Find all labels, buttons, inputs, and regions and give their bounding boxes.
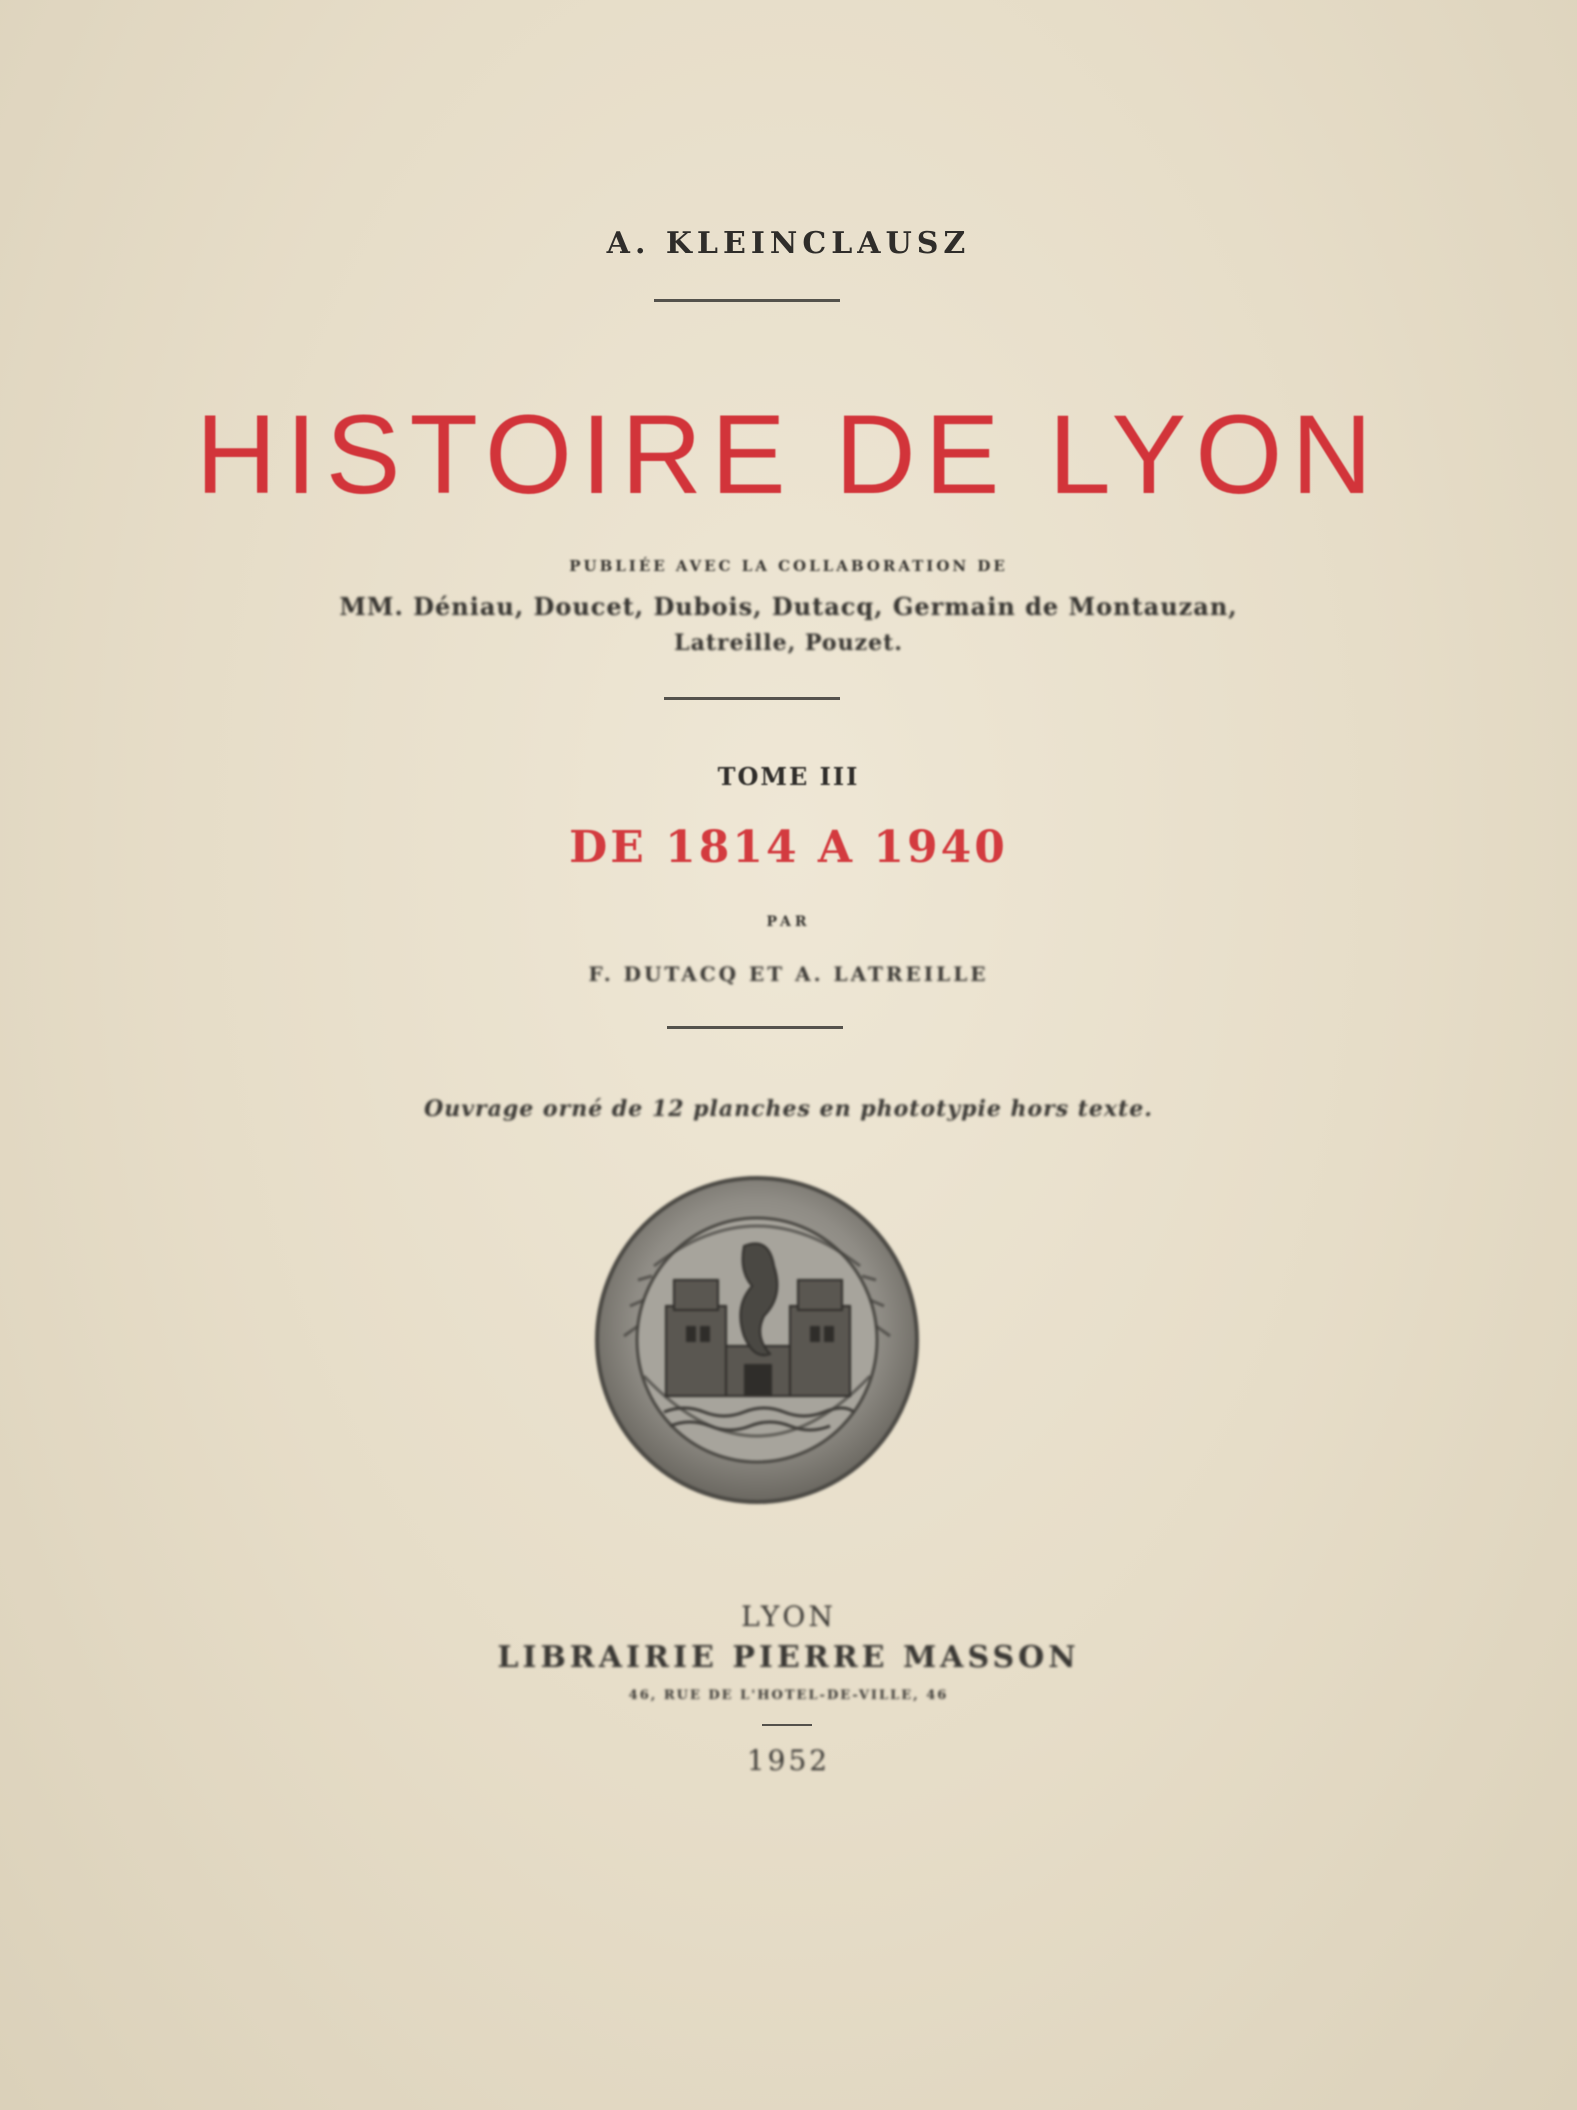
divider-rule-1 [654,299,840,302]
volume-number: TOME III [717,762,860,791]
book-title: HISTOIRE DE LYON [195,392,1382,517]
collaboration-label: PUBLIÉE AVEC LA COLLABORATION DE [569,557,1008,575]
by-label: PAR [766,914,811,930]
collaborators-line-1: MM. Déniau, Doucet, Dubois, Dutacq, Germain de Montauzan, [339,592,1238,621]
author-name: A. KLEINCLAUSZ [606,226,971,261]
volume-authors: F. DUTACQ ET A. LATREILLE [588,962,989,986]
collaborators-line-2: Latreille, Pouzet. [674,630,903,656]
volume-period: DE 1814 A 1940 [569,822,1008,873]
publisher-address: 46, RUE DE L'HOTEL-DE-VILLE, 46 [628,1688,949,1703]
divider-rule-3 [667,1026,843,1029]
publication-city: LYON [741,1600,836,1633]
divider-rule-4 [762,1724,812,1726]
city-seal-icon [594,1176,920,1504]
publication-year: 1952 [746,1744,831,1777]
illustrations-note: Ouvrage orné de 12 planches en phototypie hors texte. [424,1096,1153,1122]
divider-rule-2 [664,697,840,700]
publisher-name: LIBRAIRIE PIERRE MASSON [497,1640,1080,1675]
